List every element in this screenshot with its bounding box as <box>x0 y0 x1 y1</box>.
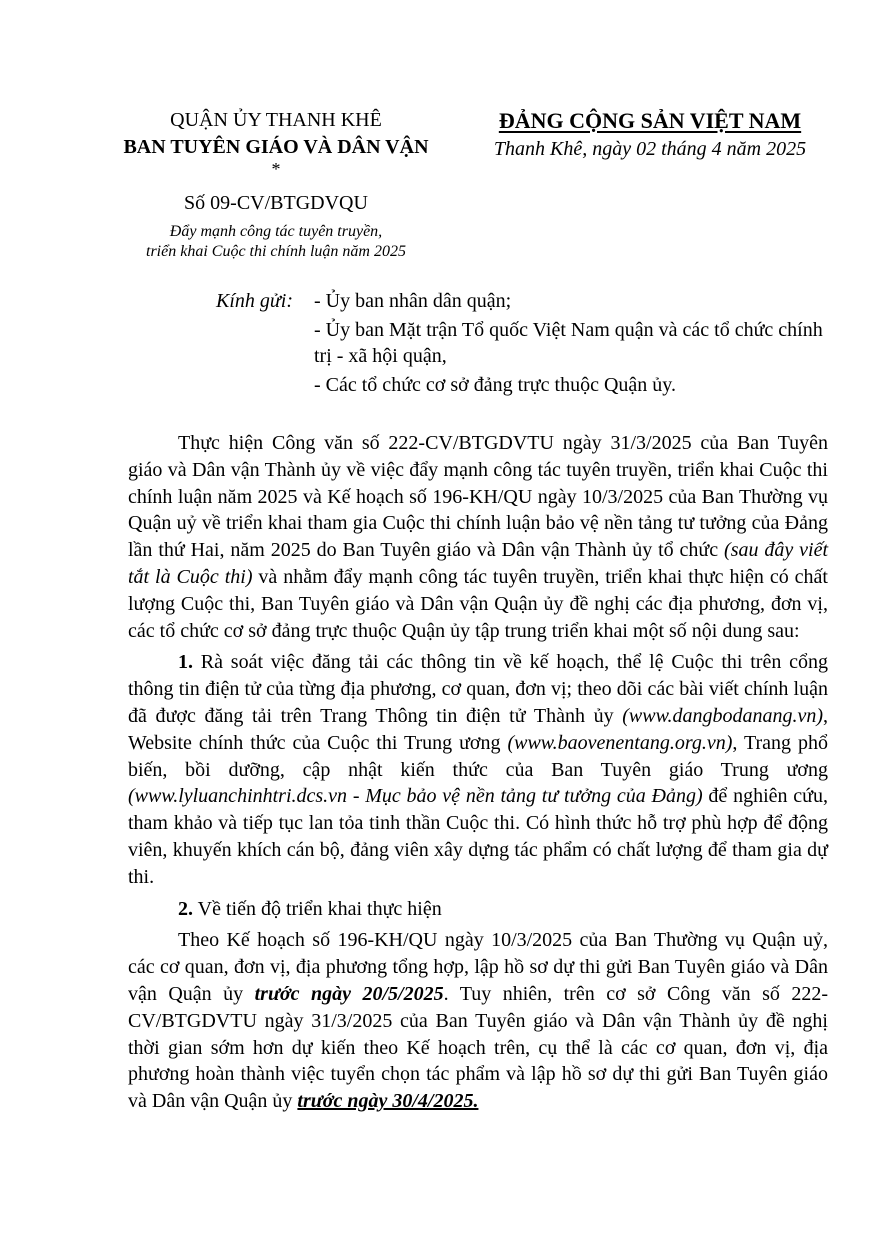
deadline-1: trước ngày 20/5/2025 <box>254 982 444 1005</box>
section-1-text-d: để nghiên cứu, tham khảo và tiếp tục lan tỏa tinh thần Cuộc thi. Có hình thức hỗ trợ phù hợp để động viên, khuyến khích cán bộ, đảng viên xây dựng tác phẩm có chất lượng để tham gia dự thi. <box>128 785 828 888</box>
subject-line-2: triển khai Cuộc thi chính luận năm 2025 <box>146 243 406 260</box>
link-baovenentang: (www.baovenentang.org.vn) <box>507 731 733 754</box>
section-2-text-b: . Tuy nhiên, trên cơ sở Công văn số 222-CV/BTGDVTU ngày 31/3/2025 của Ban Tuyên giáo và Dân vận Thành ủy đề nghị thời gian sớm hơn dự kiến theo Kế hoạch trên, cụ thể là các cơ quan, đơn vị, địa phương hoàn thành việc tuyển chọn tác phẩm và lập hồ sơ dự thi gửi Ban Tuyên giáo và Dân vận Quận ủy <box>128 982 829 1113</box>
link-lyluanchinhtri: (www.lyluanchinhtri.dcs.vn - Mục bảo vệ nền tảng tư tưởng của Đảng) <box>128 785 703 808</box>
intro-text-a: Thực hiện Công văn số 222-CV/BTGDVTU ngày 31/3/2025 của Ban Tuyên giáo và Dân vận Thành ủy về việc đẩy mạnh công tác tuyên truyền, triển khai Cuộc thi chính luận năm 2025 và Kế hoạch số 196-KH/QU ngày 10/3/2025 của Ban Thường vụ Quận uỷ về triển khai tham gia Cuộc thi chính luận bảo vệ nền tảng tư tưởng của Đảng lần thứ Hai, năm 2025 do Ban Tuyên giáo và Dân vận Thành ủy tổ chức <box>128 432 828 562</box>
section-1-paragraph <box>128 649 828 890</box>
link-dangbodanang: (www.dangbodanang.vn) <box>622 704 823 727</box>
section-2-paragraph <box>128 927 828 1115</box>
party-name: ĐẢNG CỘNG SẢN VIỆT NAM <box>498 108 802 133</box>
section-2-text-a: Theo Kế hoạch số 196-KH/QU ngày 10/3/2025 của Ban Thường vụ Quận uỷ, các cơ quan, đơn vị, địa phương tổng hợp, lập hồ sơ dự thi gửi Ban Tuyên giáo và Dân vận Quận ủy <box>128 929 828 1005</box>
issuer-org-line2: BAN TUYÊN GIÁO VÀ DÂN VẬN <box>123 136 429 158</box>
intro-text-b: và nhằm đẩy mạnh công tác tuyên truyền, triển khai thực hiện có chất lượng Cuộc thi, Ban Tuyên giáo và Dân vận Quận ủy đề nghị các địa phương, đơn vị, các tổ chức cơ sở đảng trực thuộc Quận ủy tập trung triển khai một số nội dung sau: <box>128 565 828 642</box>
section-2-title: Về tiến độ triển khai thực hiện <box>193 897 442 920</box>
recipient-item: - Ủy ban nhân dân quận; <box>314 290 512 312</box>
section-1-number: 1. <box>178 651 193 674</box>
document-subject <box>100 222 452 262</box>
document-number: Số 09-CV/BTGDVQU <box>184 192 368 214</box>
subject-line-1: Đẩy mạnh công tác tuyên truyền, <box>169 223 383 240</box>
recipients-label: Kính gửi: <box>216 290 294 312</box>
intro-abbrev-note: (sau đây viết tắt là Cuộc thi) <box>128 539 828 588</box>
section-2-number: 2. <box>178 897 193 920</box>
issuer-asterisk: * <box>271 159 281 179</box>
section-2-heading <box>128 896 828 923</box>
party-block <box>470 106 830 162</box>
deadline-2: trước ngày 30/4/2025. <box>297 1090 479 1113</box>
issuer-org-line1: QUẬN ỦY THANH KHÊ <box>170 109 382 131</box>
issuer-block <box>100 106 452 262</box>
document-body <box>128 430 828 1120</box>
recipients-block <box>216 288 836 401</box>
recipients-list <box>216 288 836 398</box>
section-1-text-c: , Trang phổ biến, bồi dưỡng, cập nhật kiến thức của Ban Tuyên giáo Trung ương <box>128 731 828 781</box>
recipient-item: - Các tổ chức cơ sở đảng trực thuộc Quận ủy. <box>314 374 676 396</box>
section-1-text-b: , Website chính thức của Cuộc thi Trung ương <box>128 704 828 754</box>
intro-paragraph <box>128 430 828 644</box>
section-1-text-a: Rà soát việc đăng tải các thông tin về kế hoạch, thể lệ Cuộc thi trên cổng thông tin điện tử của từng địa phương, cơ quan, đơn vị; theo dõi các bài viết chính luận đã được đăng tải trên Trang Thông tin điện tử Thành ủy <box>128 651 828 727</box>
recipient-item: - Ủy ban Mặt trận Tổ quốc Việt Nam quận và các tổ chức chính trị - xã hội quận, <box>314 319 823 367</box>
place-date: Thanh Khê, ngày 02 tháng 4 năm 2025 <box>493 138 807 160</box>
